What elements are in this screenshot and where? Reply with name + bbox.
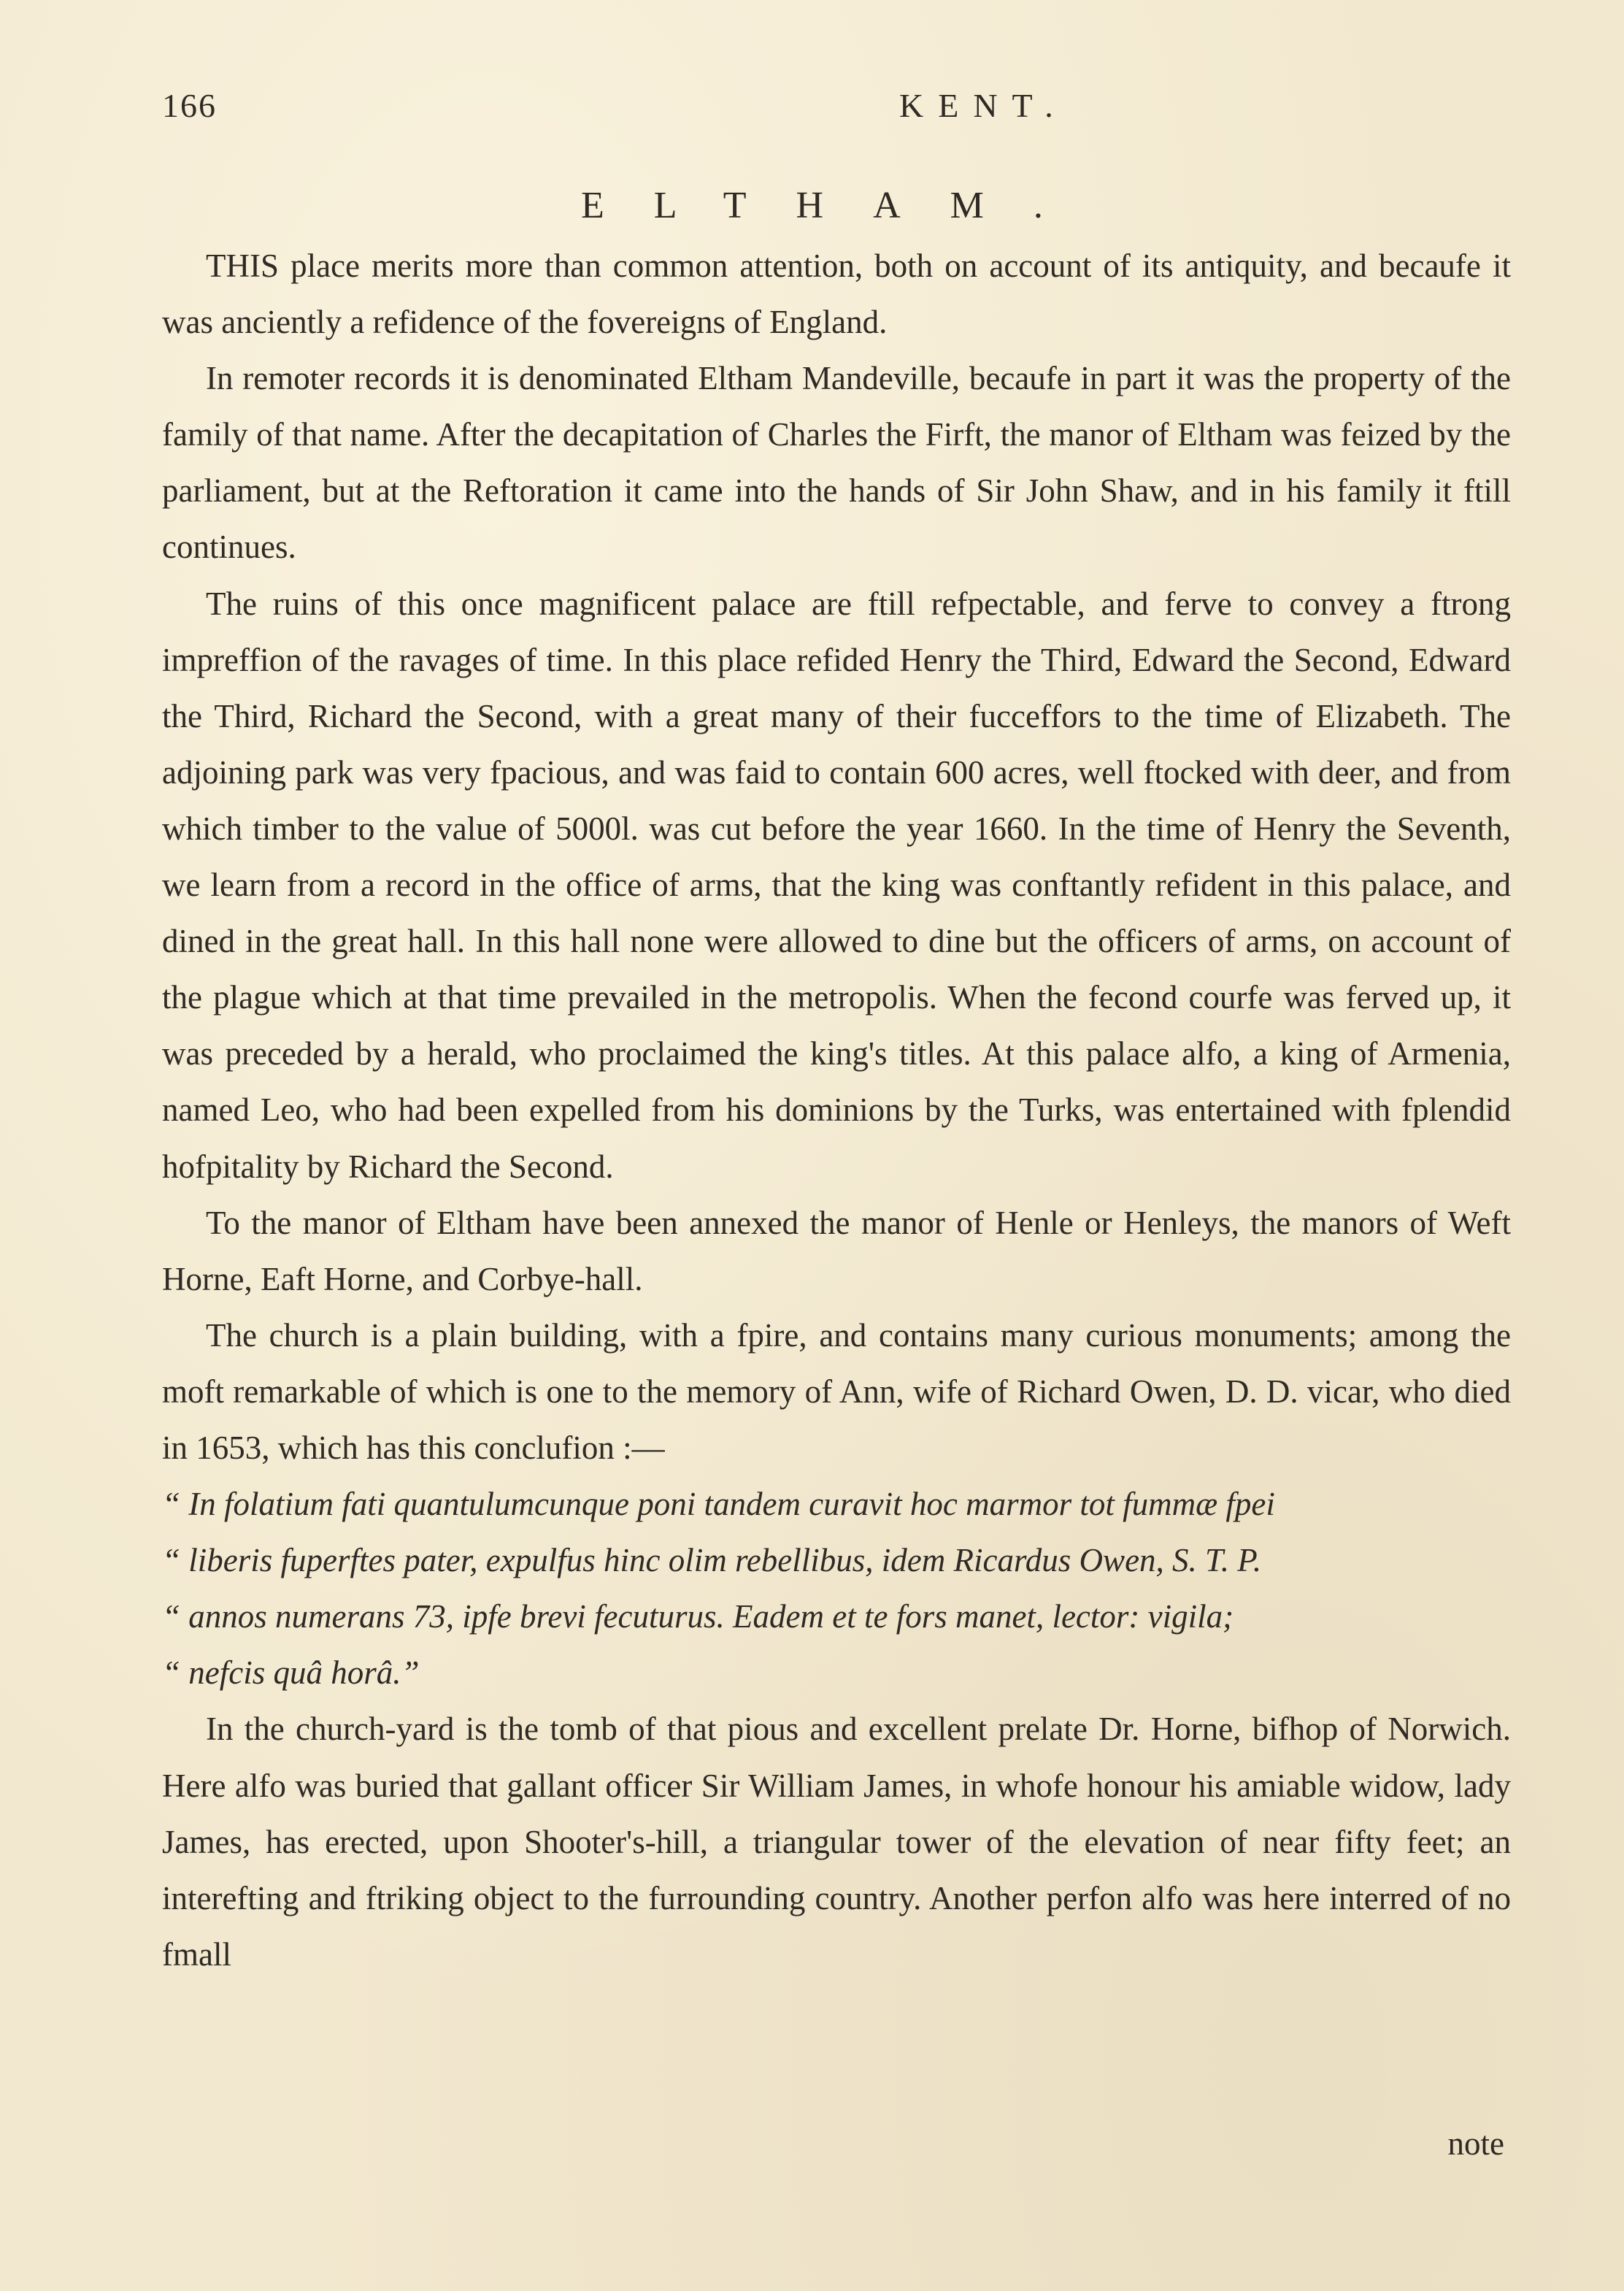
quote-line: “ In folatium fati quantulumcunque poni tandem curavit hoc marmor tot fummæ fpei — [162, 1486, 1275, 1523]
catchword: note — [1447, 2125, 1504, 2162]
section-title: ELTHAM. — [581, 185, 1093, 226]
paragraph: THIS place merits more than common attention, both on account of its antiquity, and becaufe it was anciently a refidence of the fovereigns of England. — [162, 247, 1511, 341]
quote-line: “ liberis fuperftes pater, expulfus hinc olim rebellibus, idem Ricardus Owen, S. T. P. — [162, 1542, 1262, 1579]
paragraph: To the manor of Eltham have been annexed the manor of Henle or Henleys, the manors of Weft Horne, Eaft Horne, and Corbye-hall. — [162, 1204, 1511, 1297]
body-text — [162, 238, 1511, 1983]
paragraph: In the church-yard is the tomb of that pious and excellent prelate Dr. Horne, bifhop of Norwich. Here alfo was buried that gallant officer Sir William James, in whofe honour his amiable widow, lady James, has erected, upon Shooter's-hill, a triangular tower of the elevation of near fifty feet; an interefting and ftriking object to the furrounding country. Another perfon alfo was here interred of no fmall — [162, 1711, 1511, 1973]
page-number: 166 — [162, 87, 217, 124]
quote-line: “ annos numerans 73, ipfe brevi fecuturus. Eadem et te fors manet, lector: vigila; — [162, 1598, 1234, 1635]
page-header — [162, 86, 1515, 130]
running-head: KENT. — [899, 87, 1068, 124]
paragraph: The church is a plain building, with a fpire, and contains many curious monuments; among the moft remarkable of which is one to the memory of Ann, wife of Richard Owen, D. D. vicar, who died in 1653, which has this conclufion :— — [162, 1316, 1511, 1466]
epitaph-quote — [162, 1476, 1511, 1701]
paragraph: The ruins of this once magnificent palace are ftill refpectable, and ferve to convey a ftrong impreffion of the ravages of time. In this place refided Henry the Third, Edward the Second, Edward the Third, Richard the Second, with a great many of their fucceffors to the time of Elizabeth. The adjoining park was very fpacious, and was faid to contain 600 acres, well ftocked with deer, and from which timber to the value of 5000l. was cut before the year 1660. In the time of Henry the Seventh, we learn from a record in the office of arms, that the king was conftantly refident in this palace, and dined in the great hall. In this hall none were allowed to dine but the officers of arms, on account of the plague which at that time prevailed in the metropolis. When the fecond courfe was ferved up, it was preceded by a herald, who proclaimed the king's titles. At this palace alfo, a king of Armenia, named Leo, who had been expelled from his dominions by the Turks, was entertained with fplendid hofpitality by Richard the Second. — [162, 585, 1511, 1185]
quote-line: “ nefcis quâ horâ.” — [162, 1654, 420, 1692]
paragraph: In remoter records it is denominated Eltham Mandeville, becaufe in part it was the property of the family of that name. After the decapitation of Charles the Firft, the manor of Eltham was feized by the parliament, but at the Reftoration it came into the hands of Sir John Shaw, and in his family it ftill continues. — [162, 360, 1511, 566]
